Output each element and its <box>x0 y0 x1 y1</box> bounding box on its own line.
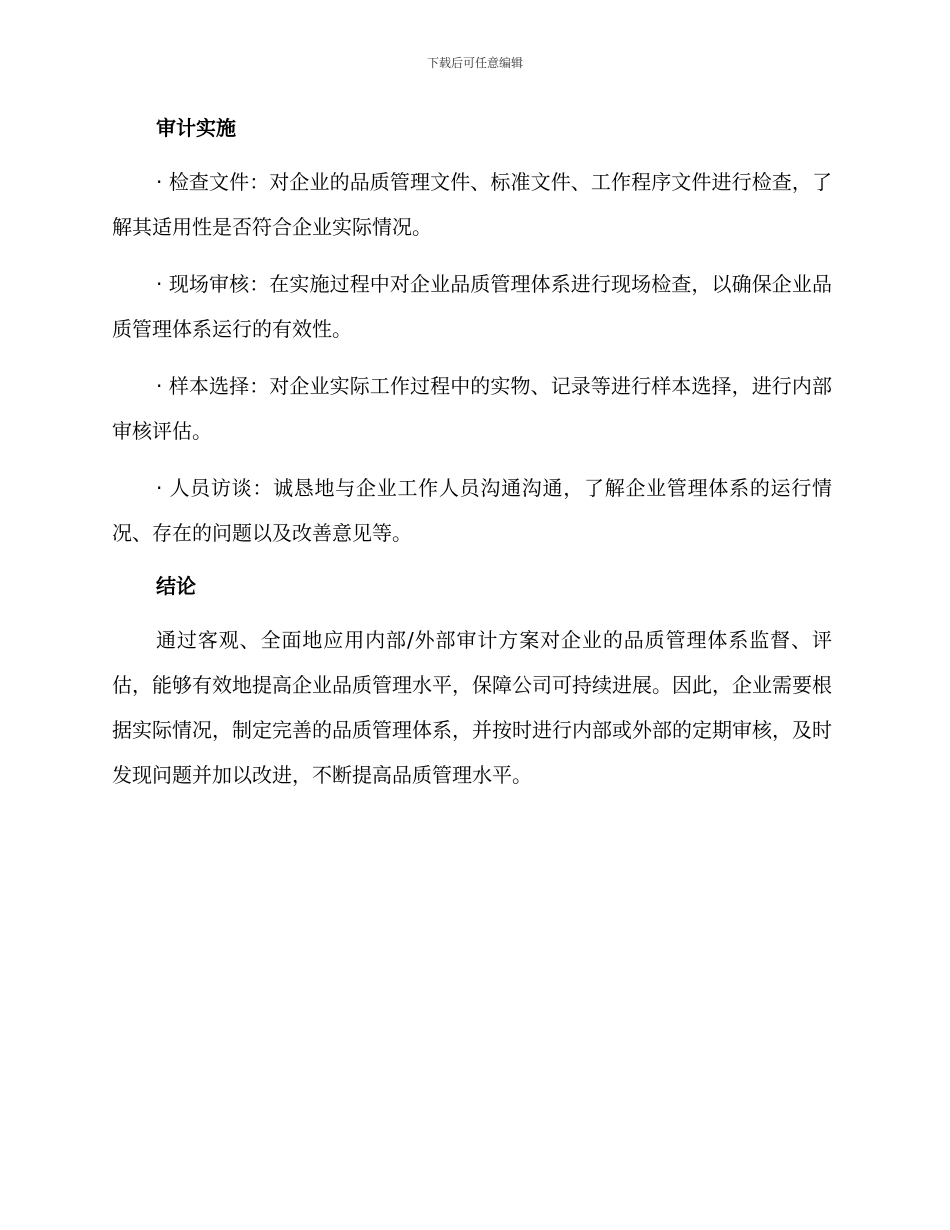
header-note: 下载后可任意编辑 <box>426 56 523 70</box>
section-heading-audit: 审计实施 <box>156 116 236 140</box>
document-content <box>112 110 832 810</box>
audit-item-sample-selection: · 样本选择：对企业实际工作过程中的实物、记录等进行样本选择，进行内部审核评估。 <box>112 374 832 443</box>
audit-item-staff-interview: · 人员访谈：诚恳地与企业工作人员沟通沟通，了解企业管理体系的运行情况、存在的问题以及改善意见等。 <box>112 476 832 545</box>
section-heading-conclusion: 结论 <box>156 574 196 598</box>
audit-item-check-documents: · 检查文件：对企业的品质管理文件、标准文件、工作程序文件进行检查，了解其适用性是否符合企业实际情况。 <box>112 170 832 239</box>
conclusion-paragraph: 通过客观、全面地应用内部/外部审计方案对企业的品质管理体系监督、评估，能够有效地提高企业品质管理水平，保障公司可持续进展。因此，企业需要根据实际情况，制定完善的品质管理体系，并按时进行内部或外部的定期审核，及时发现问题并加以改进，不断提高品质管理水平。 <box>112 628 832 787</box>
audit-item-onsite-review: · 现场审核：在实施过程中对企业品质管理体系进行现场检查，以确保企业品质管理体系运行的有效性。 <box>112 272 832 341</box>
